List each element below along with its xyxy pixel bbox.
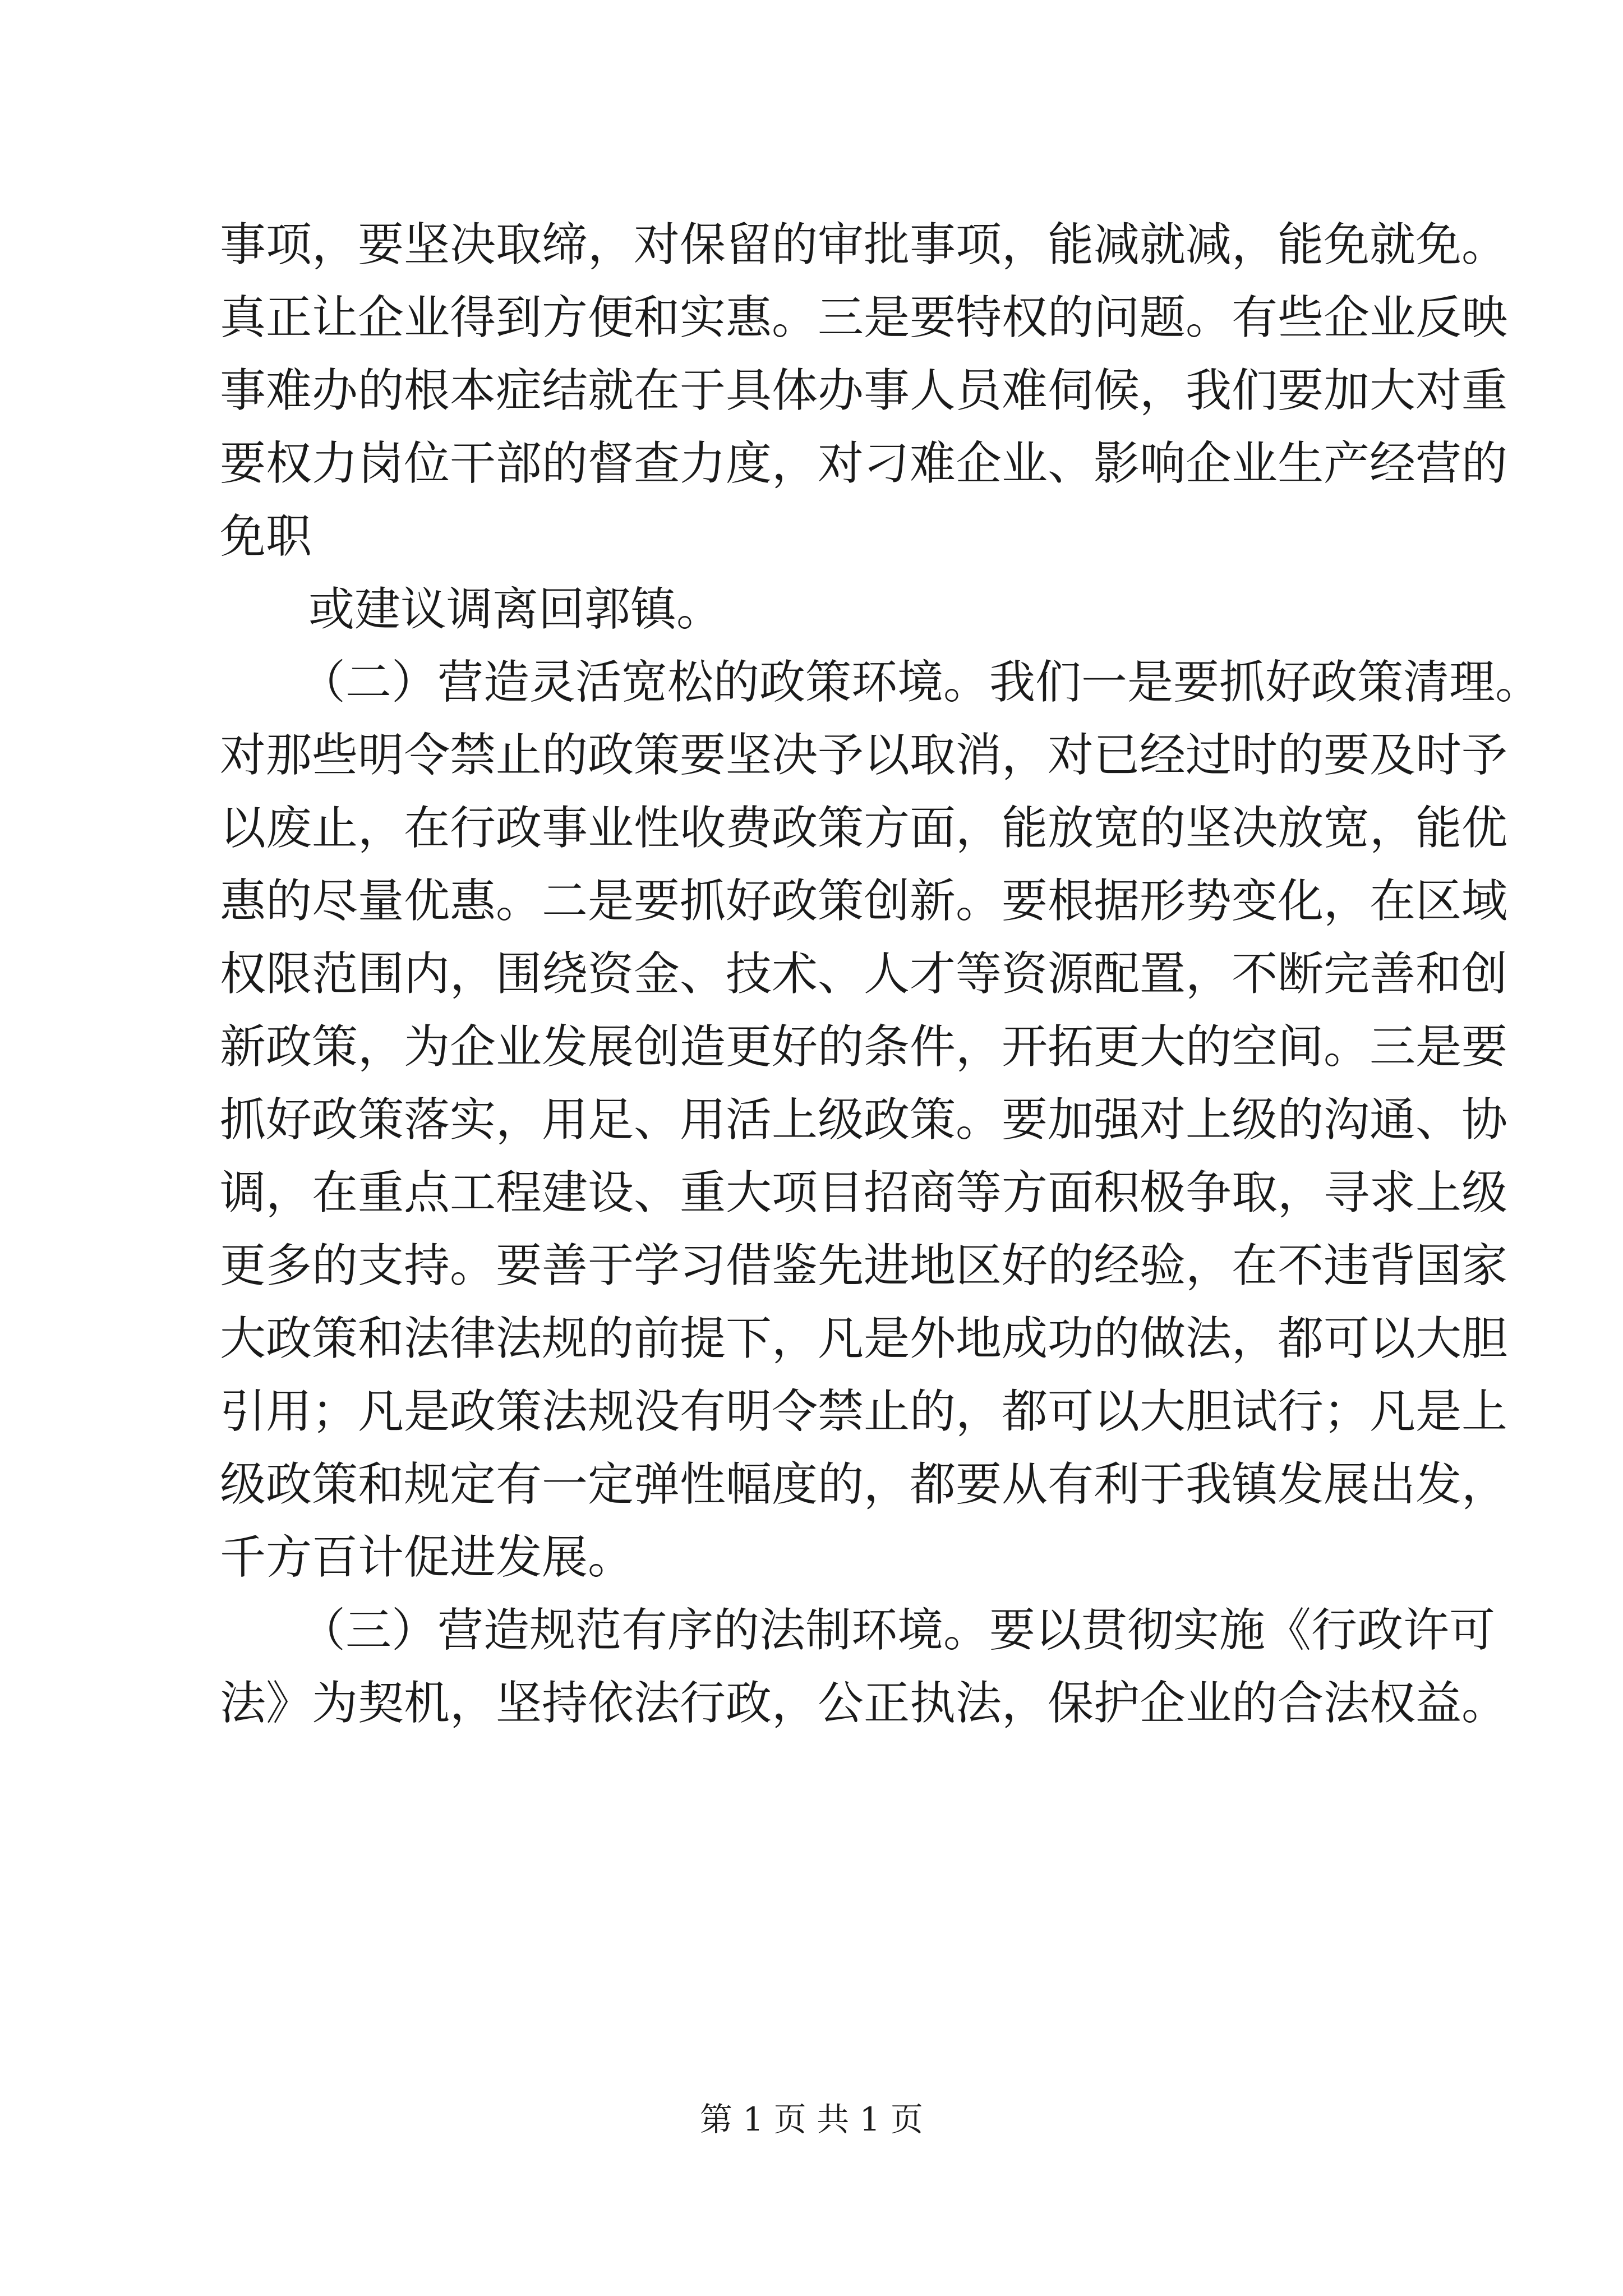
text-line: 抓好政策落实，用足、用活上级政策。要加强对上级的沟通、协 <box>220 1093 1508 1147</box>
text-line: 要权力岗位干部的督查力度，对刁难企业、影响企业生产经营的 <box>220 437 1508 490</box>
text-line: 对那些明令禁止的政策要坚决予以取消，对已经过时的要及时予 <box>220 729 1508 782</box>
text-line: 更多的支持。要善于学习借鉴先进地区好的经验，在不违背国家 <box>220 1239 1508 1292</box>
document-body <box>220 209 1542 1740</box>
section-heading-line: （三）营造规范有序的法制环境。要以贯彻实施《行政许可 <box>299 1604 1496 1657</box>
text-line: 调，在重点工程建设、重大项目招商等方面积极争取，寻求上级 <box>220 1166 1508 1220</box>
page-footer: 第 1 页 共 1 页 <box>700 2100 923 2138</box>
text-line: 事难办的根本症结就在于具体办事人员难伺候，我们要加大对重 <box>220 364 1508 417</box>
text-line: 法》为契机，坚持依法行政，公正执法，保护企业的合法权益。 <box>220 1677 1508 1730</box>
text-line: 大政策和法律法规的前提下，凡是外地成功的做法，都可以大胆 <box>220 1312 1508 1365</box>
text-line: 真正让企业得到方便和实惠。三是要特权的问题。有些企业反映 <box>220 291 1508 344</box>
text-line: 免职 <box>220 510 312 563</box>
text-line: 惠的尽量优惠。二是要抓好政策创新。要根据形势变化，在区域 <box>220 875 1508 928</box>
text-line: 或建议调离回郭镇。 <box>308 583 723 636</box>
text-line: 权限范围内，围绕资金、技术、人才等资源配置，不断完善和创 <box>220 947 1508 1001</box>
text-line: 级政策和规定有一定弹性幅度的，都要从有利于我镇发展出发， <box>220 1458 1508 1511</box>
text-line: 新政策，为企业发展创造更好的条件，开拓更大的空间。三是要 <box>220 1020 1508 1074</box>
text-line: 千方百计促进发展。 <box>220 1531 634 1584</box>
text-line: 以废止，在行政事业性收费政策方面，能放宽的坚决放宽，能优 <box>220 802 1508 855</box>
section-heading-line: （二）营造灵活宽松的政策环境。我们一是要抓好政策清理。 <box>299 656 1542 709</box>
text-line: 引用；凡是政策法规没有明令禁止的，都可以大胆试行；凡是上 <box>220 1385 1508 1438</box>
text-line: 事项，要坚决取缔，对保留的审批事项，能减就减，能免就免。 <box>220 218 1508 272</box>
